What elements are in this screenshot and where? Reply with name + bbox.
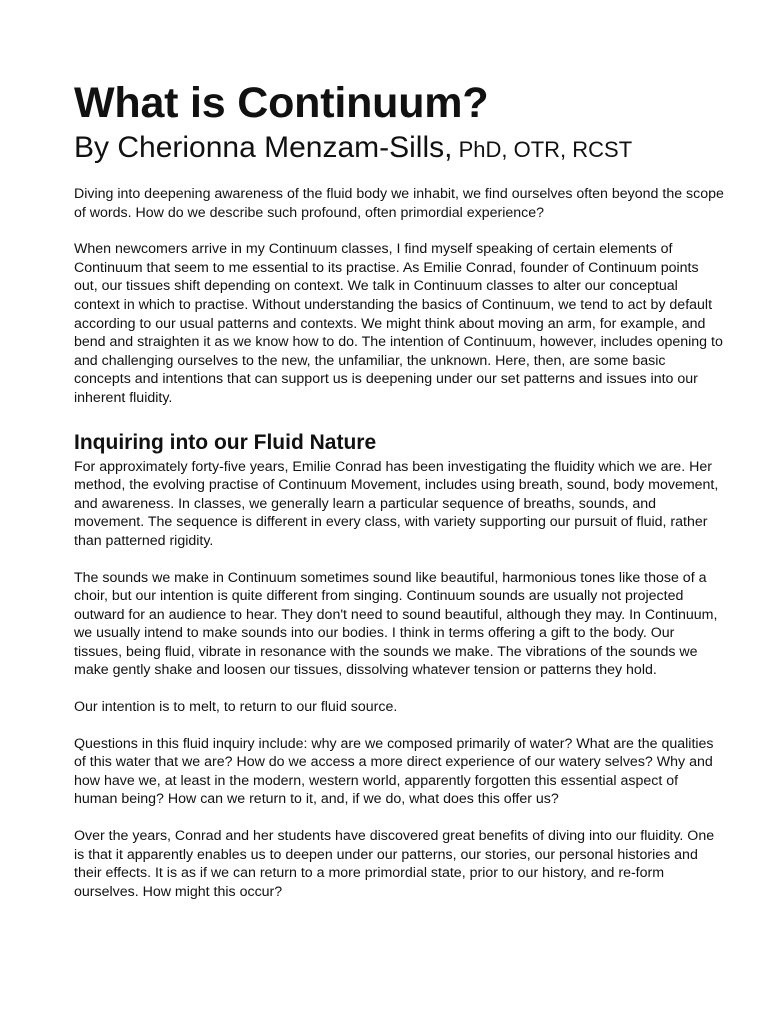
intro-paragraph-2: When newcomers arrive in my Continuum classes, I find myself speaking of certain elements of Continuum that seem to me essential to its practise. As Emilie Conrad, founder of Continuum points out, our tissues shift depending on context. We talk in Continuum classes to alter our conceptual context in which to practise. Without understanding the basics of Continuum, we tend to act by default according to our usual patterns and contexts. We might think about moving an arm, for example, and bend and straighten it as we know how to do. The intention of Continuum, however, includes opening to and challenging ourselves to the new, the unfamiliar, the unknown. Here, then, are some basic concepts and intentions that can support us is deepening under our set patterns and issues into our inherent fluidity. xyxy=(74,241,723,406)
section-paragraph-4: Questions in this fluid inquiry include: why are we composed primarily of water? What are the qualities of this water that we are? How do we access a more direct experience of our watery selves? Why and how have we, at least in the modern, western world, apparently forgotten this essential aspect of human being? How can we return to it, and, if we do, what does this offer us? xyxy=(74,735,714,808)
author-byline xyxy=(74,130,724,168)
document-title: What is Continuum? xyxy=(74,79,489,127)
author-credentials: PhD, OTR, RCST xyxy=(452,137,633,162)
section-paragraph-2: The sounds we make in Continuum sometimes sound like beautiful, harmonious tones like those of a choir, but our intention is quite different from singing. Continuum sounds are usually not projected outward for an audience to hear. They don't need to sound beautiful, although they may. In Continuum, we usually intend to make sounds into our bodies. I think in terms offering a gift to the body. Our tissues, being fluid, vibrate in resonance with the sounds we make. The vibrations of the sounds we make gently shake and loosen our tissues, dissolving whatever tension or patterns they hold. xyxy=(74,569,718,679)
section-heading: Inquiring into our Fluid Nature xyxy=(74,430,377,454)
section-paragraph-1: For approximately forty-five years, Emilie Conrad has been investigating the fluidity which we are. Her method, the evolving practise of Continuum Movement, includes using breath, sound, body movement, and awareness. In classes, we generally learn a particular sequence of breaths, sounds, and movement. The sequence is different in every class, with variety supporting our pursuit of fluid, rather than patterned rigidity. xyxy=(74,458,719,549)
section-paragraph-5: Over the years, Conrad and her students have discovered great benefits of diving into our fluidity. One is that it apparently enables us to deepen under our patterns, our stories, our personal histories and their effects. It is as if we can return to a more primordial state, prior to our history, and re-form ourselves. How might this occur? xyxy=(74,828,715,900)
author-name: By Cherionna Menzam-Sills, xyxy=(74,131,453,164)
section-paragraph-3: Our intention is to melt, to return to our fluid source. xyxy=(74,699,398,716)
document-page xyxy=(74,78,724,901)
intro-paragraph-1: Diving into deepening awareness of the fluid body we inhabit, we find ourselves often beyond the scope of words. How do we describe such profound, often primordial experience? xyxy=(74,186,724,221)
